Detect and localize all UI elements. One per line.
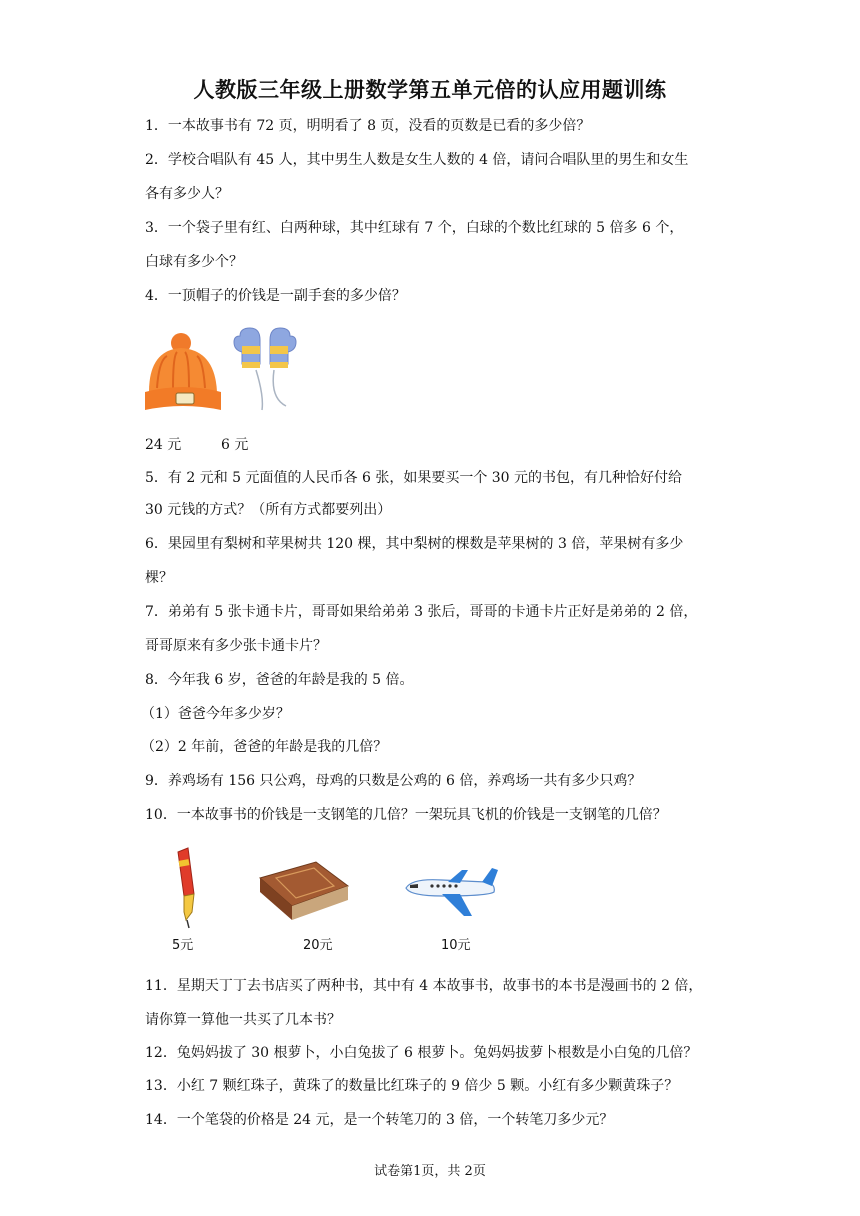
pen-price: 5元 <box>172 938 194 953</box>
question-12: 12．兔妈妈拔了 30 根萝卜，小白兔拔了 6 根萝卜。兔妈妈拔萝卜根数是小白兔的几倍？ <box>145 1045 698 1061</box>
question-2-line-2: 各有多少人？ <box>145 186 229 202</box>
question-3-line-1: 3．一个袋子里有红、白两种球，其中红球有 7 个，白球的个数比红球的 5 倍多 6 个， <box>145 220 684 236</box>
question-1: 1．一本故事书有 72 页，明明看了 8 页，没看的页数是已看的多少倍？ <box>145 118 591 134</box>
book-image <box>256 860 350 922</box>
question-7-line-2: 哥哥原来有多少张卡通卡片？ <box>145 638 327 654</box>
mittens-image <box>230 326 300 412</box>
question-5-line-1: 5．有 2 元和 5 元面值的人民币各 6 张，如果要买一个 30 元的书包，有几种恰好付给 <box>145 470 683 486</box>
airplane-price: 10元 <box>441 938 471 953</box>
page-footer: 试卷第1页，共 2页 <box>374 1164 486 1179</box>
question-14: 14．一个笔袋的价格是 24 元，是一个转笔刀的 3 倍，一个转笔刀多少元？ <box>145 1112 614 1128</box>
question-11-line-2: 请你算一算他一共买了几本书？ <box>145 1012 341 1028</box>
question-7-line-1: 7．弟弟有 5 张卡通卡片，哥哥如果给弟弟 3 张后，哥哥的卡通卡片正好是弟弟的 2 倍， <box>145 604 698 620</box>
fountain-pen-image <box>168 846 204 930</box>
question-6-line-1: 6．果园里有梨树和苹果树共 120 棵，其中梨树的棵数是苹果树的 3 倍，苹果树有多少 <box>145 536 684 552</box>
question-8: 8．今年我 6 岁，爸爸的年龄是我的 5 倍。 <box>145 672 414 688</box>
question-5-line-2: 30 元钱的方式？（所有方式都要列出） <box>145 502 392 518</box>
question-4: 4．一顶帽子的价钱是一副手套的多少倍？ <box>145 288 406 304</box>
question-10: 10．一本故事书的价钱是一支钢笔的几倍？一架玩具飞机的价钱是一支钢笔的几倍？ <box>145 807 667 823</box>
hat-price: 24 元 <box>145 437 182 453</box>
glove-price: 6 元 <box>221 437 249 453</box>
toy-airplane-image <box>402 866 502 918</box>
page-title: 人教版三年级上册数学第五单元倍的认应用题训练 <box>193 78 667 102</box>
knit-hat-image <box>143 330 223 414</box>
question-3-line-2: 白球有多少个？ <box>145 254 243 270</box>
question-8-part-1: （1）爸爸今年多少岁？ <box>141 706 290 722</box>
question-8-part-2: （2）2 年前，爸爸的年龄是我的几倍？ <box>141 739 388 755</box>
question-9: 9．养鸡场有 156 只公鸡，母鸡的只数是公鸡的 6 倍，养鸡场一共有多少只鸡？ <box>145 773 642 789</box>
question-13: 13．小红 7 颗红珠子，黄珠了的数量比红珠子的 9 倍少 5 颗。小红有多少颗黄珠子？ <box>145 1078 679 1094</box>
question-2-line-1: 2．学校合唱队有 45 人，其中男生人数是女生人数的 4 倍，请问合唱队里的男生和女生 <box>145 152 689 168</box>
question-11-line-1: 11．星期天丁丁去书店买了两种书，其中有 4 本故事书，故事书的本书是漫画书的 2 倍， <box>145 978 703 994</box>
book-price: 20元 <box>303 938 333 953</box>
question-6-line-2: 棵？ <box>145 570 173 586</box>
